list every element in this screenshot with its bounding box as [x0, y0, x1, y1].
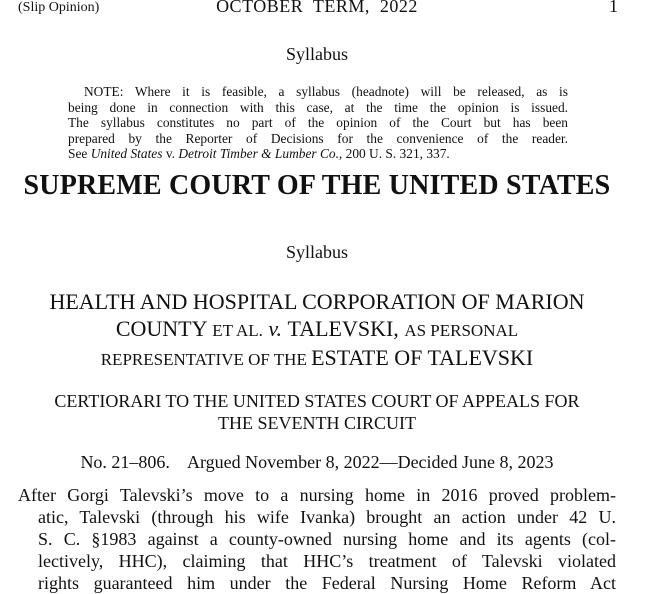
body-line: lectively, HHC), claiming that HHC’s treatment of Talevski violated — [38, 551, 616, 571]
certiorari-line-2: THE SEVENTH CIRCUIT — [218, 413, 416, 433]
running-header — [0, 0, 668, 18]
note-line: The syllabus constitutes no part of the opinion of the Court but has been — [68, 115, 568, 131]
term-label: OCTOBER TERM, 2022 — [216, 0, 418, 16]
page-number: 1 — [609, 0, 618, 16]
body-line: After Gorgi Talevski’s move to a nursing home in 2016 proved problem- — [18, 485, 616, 505]
caption-line-1: HEALTH AND HOSPITAL CORPORATION OF MARION — [49, 289, 585, 314]
caption-county: COUNTY — [115, 316, 213, 341]
note-see: See — [68, 146, 91, 162]
citation: , 200 U. S. 321, 337. — [338, 146, 450, 162]
note-line: prepared by the Reporter of Decisions for the convenience of the reader. — [68, 130, 568, 146]
caption-respondent: TALEVSKI, — [287, 316, 405, 341]
body-line: S. C. §1983 against a county-owned nursing home and its agents (col- — [38, 529, 616, 549]
caption-et-al: ET AL. — [212, 321, 263, 340]
caption-representative: REPRESENTATIVE OF THE — [100, 350, 312, 369]
syllabus-heading-2: Syllabus — [285, 242, 348, 262]
case-name-united-states: United States — [90, 146, 163, 162]
slip-opinion-label: (Slip Opinion) — [18, 0, 100, 15]
syllabus-body — [18, 484, 616, 594]
docket-line: No. 21–806. Argued November 8, 2022—Decided June 8, 2023 — [80, 452, 554, 472]
caption-line-2 — [0, 315, 634, 344]
body-line: atic, Talevski (through his wife Ivanka) brought an action under 42 U. — [38, 507, 616, 527]
caption-line-3 — [0, 344, 634, 373]
case-name-detroit-timber: Detroit Timber & Lumber Co. — [178, 146, 339, 162]
syllabus-heading: Syllabus — [285, 44, 348, 64]
caption-versus: v. — [262, 316, 288, 341]
note-line: NOTE: Where it is feasible, a syllabus (headnote) will be released, as is — [84, 84, 568, 99]
caption-as-personal: AS PERSONAL — [404, 321, 519, 340]
note-citation-line — [68, 146, 568, 162]
reporter-note — [68, 84, 568, 162]
caption-estate: ESTATE OF TALEVSKI — [311, 345, 534, 370]
body-line: rights guaranteed him under the Federal Nursing Home Reform Act — [38, 573, 616, 593]
note-line: being done in connection with this case, at the time the opinion is issued. — [68, 99, 568, 115]
certiorari-line-1: CERTIORARI TO THE UNITED STATES COURT OF APPEALS FOR — [54, 391, 580, 411]
case-caption — [0, 288, 634, 373]
court-name: SUPREME COURT OF THE UNITED STATES — [23, 170, 611, 201]
certiorari-heading — [0, 390, 634, 434]
versus: v. — [162, 146, 179, 162]
